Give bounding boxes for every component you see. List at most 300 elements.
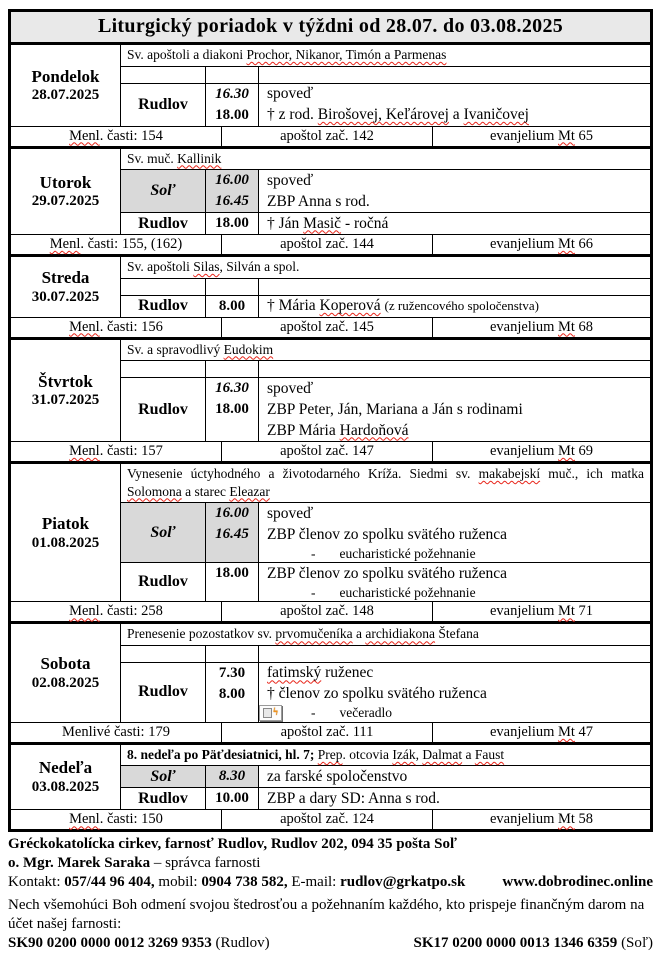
text-segment: † z rod. bbox=[267, 106, 318, 124]
text-segment: Sv. muč. bbox=[127, 150, 178, 166]
document-title: Liturgický poriadok v týždni od 28.07. do 03.08.2025 bbox=[11, 12, 650, 45]
text-segment: Mt bbox=[558, 811, 575, 828]
day-rows bbox=[121, 149, 650, 235]
service-cell-empty bbox=[259, 279, 650, 295]
day-date: 03.08.2025 bbox=[31, 778, 100, 795]
schedule-line bbox=[206, 584, 650, 601]
text-segment: Menl bbox=[69, 127, 100, 144]
text-segment: , Silván a spol. bbox=[219, 259, 300, 275]
place-cell-empty bbox=[121, 67, 206, 83]
place-cell: Rudlov bbox=[121, 563, 206, 601]
lightning-glyph: ϟ bbox=[272, 706, 279, 719]
parish-footer bbox=[8, 835, 653, 953]
schedule-line bbox=[206, 420, 650, 441]
service-text bbox=[267, 106, 529, 124]
text-segment: a starec bbox=[181, 483, 230, 499]
text-segment: ruženec bbox=[321, 664, 374, 682]
service-cell bbox=[259, 191, 650, 212]
service-text bbox=[340, 585, 476, 601]
service-text bbox=[267, 685, 487, 703]
text-segment: Masič bbox=[303, 214, 342, 232]
text-segment: muč., ich matka bbox=[540, 466, 644, 482]
apostol-cell bbox=[222, 235, 433, 254]
empty-row bbox=[121, 279, 650, 295]
schedule-line bbox=[206, 545, 650, 562]
schedule-line-empty bbox=[206, 67, 650, 83]
text-segment: . časti: 258 bbox=[99, 603, 163, 620]
lines bbox=[206, 279, 650, 295]
schedule-line bbox=[206, 705, 650, 722]
variable-parts-row bbox=[11, 722, 650, 742]
service-cell bbox=[259, 524, 650, 545]
service-cell bbox=[259, 170, 650, 191]
text-segment: evanjelium bbox=[489, 443, 558, 460]
time-cell: 18.00 bbox=[206, 105, 259, 126]
time-cell: 18.00 bbox=[206, 399, 259, 420]
empty-row bbox=[121, 361, 650, 377]
text-segment: Eudokim bbox=[223, 341, 274, 357]
menl-casti-cell bbox=[11, 442, 222, 461]
menl-casti-cell bbox=[11, 602, 222, 621]
liturgical-schedule-table bbox=[8, 9, 653, 832]
feast-title bbox=[121, 624, 650, 646]
service-cell bbox=[259, 563, 650, 584]
service-text bbox=[267, 193, 370, 211]
text-segment: (Soľ) bbox=[617, 935, 653, 952]
text-segment: (z ružencového spoločenstva) bbox=[384, 298, 540, 314]
day-name: Pondelok bbox=[31, 66, 100, 86]
text-segment: † Mária bbox=[267, 297, 320, 315]
day-name: Piatok bbox=[41, 513, 90, 533]
text-segment: SK90 0200 0000 0012 3269 9353 bbox=[8, 935, 212, 952]
variable-parts-row bbox=[11, 441, 650, 461]
service-text bbox=[267, 768, 407, 786]
text-segment: apoštol zač. 111 bbox=[280, 723, 374, 740]
day-label bbox=[11, 340, 121, 442]
apostol-cell bbox=[222, 810, 433, 829]
text-segment: apoštol zač. 145 bbox=[280, 318, 374, 335]
place-block-sol bbox=[121, 766, 650, 787]
service-text bbox=[267, 172, 313, 190]
text-segment: spoveď bbox=[267, 85, 314, 103]
day-name: Nedeľa bbox=[38, 758, 93, 778]
schedule-line bbox=[206, 684, 650, 705]
service-cell bbox=[259, 788, 650, 809]
website-link bbox=[502, 873, 653, 892]
feast-title bbox=[121, 464, 650, 503]
time-cell-empty bbox=[206, 279, 259, 295]
text-segment: Vynesenie úctyhodného a životodarného Kríža. Siedmi sv. bbox=[127, 466, 479, 482]
day-rows bbox=[121, 464, 650, 601]
day-rows bbox=[121, 45, 650, 126]
day-section-utorok bbox=[11, 149, 650, 258]
day-label bbox=[11, 257, 121, 317]
day-section-stvrtok bbox=[11, 340, 650, 465]
time-cell bbox=[206, 420, 259, 441]
schedule-line-empty bbox=[206, 646, 650, 662]
lines bbox=[206, 766, 650, 787]
text-segment: Mt bbox=[558, 236, 575, 253]
lines bbox=[206, 67, 650, 83]
service-text bbox=[340, 546, 476, 562]
text-segment: evanjelium bbox=[489, 318, 558, 335]
text-segment: Izák bbox=[392, 746, 416, 762]
schedule-line bbox=[206, 663, 650, 684]
place-cell-empty bbox=[121, 279, 206, 295]
schedule-line bbox=[206, 213, 650, 234]
service-cell-empty bbox=[259, 646, 650, 662]
text-segment: eucharistické požehnanie bbox=[339, 545, 476, 561]
time-cell: 16.00 bbox=[206, 170, 259, 191]
lines bbox=[206, 663, 650, 722]
text-segment: – správca farnosti bbox=[150, 855, 261, 872]
time-cell: 16.45 bbox=[206, 524, 259, 545]
variable-parts-row bbox=[11, 317, 650, 337]
evanjelium-cell bbox=[433, 319, 650, 336]
time-cell: 16.45 bbox=[206, 191, 259, 212]
text-segment: 47 bbox=[574, 723, 594, 740]
place-block-rudlov bbox=[121, 212, 650, 234]
time-cell-empty bbox=[206, 361, 259, 377]
text-segment: . časti: 150 bbox=[99, 811, 163, 828]
text-segment: večeradlo bbox=[339, 705, 392, 721]
service-text bbox=[267, 85, 313, 103]
place-block-rudlov bbox=[121, 662, 650, 722]
lines bbox=[206, 84, 650, 126]
menl-casti-cell bbox=[11, 235, 222, 254]
text-segment: 65 bbox=[574, 127, 594, 144]
schedule-line bbox=[206, 170, 650, 191]
day-name: Sobota bbox=[40, 654, 91, 674]
time-cell: 18.00 bbox=[206, 213, 259, 234]
place-block-rudlov bbox=[121, 562, 650, 601]
text-segment: rudlov@grkatpo.sk bbox=[340, 874, 466, 891]
service-cell bbox=[259, 213, 650, 234]
apostol-cell bbox=[222, 127, 433, 146]
text-segment: fatimský bbox=[267, 664, 322, 682]
schedule-line bbox=[206, 378, 650, 399]
lines bbox=[206, 296, 650, 317]
variable-parts-row bbox=[11, 601, 650, 621]
text-segment: . časti: 155, (162) bbox=[80, 236, 183, 253]
time-cell bbox=[206, 584, 259, 601]
service-cell bbox=[259, 84, 650, 105]
feast-title bbox=[121, 149, 650, 171]
text-segment: Gréckokatolícka cirkev, farnosť Rudlov, Rudlov 202, 094 35 pošta Soľ bbox=[8, 836, 458, 853]
schedule-line bbox=[206, 191, 650, 212]
text-segment: Mt bbox=[558, 127, 575, 144]
text-segment: eucharistické požehnanie bbox=[339, 584, 476, 600]
schedule-line bbox=[206, 563, 650, 584]
day-date: 29.07.2025 bbox=[31, 193, 100, 210]
lines bbox=[206, 646, 650, 662]
parish-priest-line bbox=[8, 854, 653, 873]
service-text bbox=[340, 705, 392, 721]
place-cell: Rudlov bbox=[121, 788, 206, 809]
text-segment: Kallinik bbox=[177, 150, 222, 166]
text-segment: Mt bbox=[558, 723, 575, 740]
iban-line bbox=[8, 934, 653, 953]
schedule-line bbox=[206, 524, 650, 545]
text-segment: Menl bbox=[69, 811, 100, 828]
text-segment: , bbox=[415, 746, 423, 762]
place-block-sol bbox=[121, 170, 650, 212]
day-label bbox=[11, 45, 121, 126]
place-cell: Soľ bbox=[121, 766, 206, 787]
text-segment: . časti: 156 bbox=[99, 318, 163, 335]
evanjelium-cell bbox=[433, 811, 650, 828]
day-date: 30.07.2025 bbox=[31, 288, 100, 305]
list-dash: - bbox=[311, 584, 316, 600]
text-segment: spoveď bbox=[267, 504, 314, 522]
service-cell bbox=[259, 420, 650, 441]
variable-parts-row bbox=[11, 126, 650, 146]
text-segment: a bbox=[462, 746, 475, 762]
text-segment: 69 bbox=[574, 443, 594, 460]
text-segment: SK17 0200 0000 0013 1346 6359 bbox=[413, 935, 618, 952]
time-cell bbox=[206, 545, 259, 562]
day-label bbox=[11, 464, 121, 601]
text-segment: Kontakt: bbox=[8, 874, 65, 891]
text-segment: Silas bbox=[193, 259, 220, 275]
text-segment: - ročná bbox=[341, 214, 389, 232]
text-segment: ZBP členov zo spolku svätého ruženca bbox=[267, 564, 508, 582]
text-segment: ZBP Mária bbox=[267, 421, 340, 439]
text-segment: ZBP Anna s rod. bbox=[267, 192, 370, 210]
day-section-sobota bbox=[11, 624, 650, 745]
evanjelium-cell bbox=[433, 603, 650, 620]
time-cell bbox=[206, 705, 259, 722]
time-cell: 16.30 bbox=[206, 84, 259, 105]
service-cell-empty bbox=[259, 361, 650, 377]
day-date: 01.08.2025 bbox=[31, 534, 100, 551]
service-text bbox=[267, 422, 409, 440]
text-segment: ZBP a dary SD: Anna s rod. bbox=[267, 789, 440, 807]
apostol-cell bbox=[222, 442, 433, 461]
text-segment: apoštol zač. 147 bbox=[280, 443, 374, 460]
text-segment: archidiakona bbox=[365, 626, 436, 642]
day-name: Utorok bbox=[39, 172, 92, 192]
schedule-line-empty bbox=[206, 361, 650, 377]
text-segment: Birošovej, Keľárovej bbox=[317, 106, 449, 124]
text-segment: (Rudlov) bbox=[211, 935, 270, 952]
service-cell bbox=[259, 545, 650, 562]
text-segment: . otcovia bbox=[342, 746, 393, 762]
service-text bbox=[267, 380, 313, 398]
place-cell-empty bbox=[121, 646, 206, 662]
menl-casti-cell bbox=[11, 810, 222, 829]
time-cell: 18.00 bbox=[206, 563, 259, 584]
text-segment: Menl bbox=[69, 443, 100, 460]
text-segment: Štefana bbox=[435, 626, 479, 642]
place-block-rudlov bbox=[121, 83, 650, 126]
time-cell: 10.00 bbox=[206, 788, 259, 809]
service-cell bbox=[259, 399, 650, 420]
text-segment: Faust bbox=[474, 746, 505, 762]
list-dash: - bbox=[311, 545, 316, 561]
text-segment: o. Mgr. Marek Saraka bbox=[8, 855, 151, 872]
service-cell bbox=[259, 105, 650, 126]
place-cell: Rudlov bbox=[121, 663, 206, 722]
text-segment: Koperová bbox=[319, 297, 381, 315]
service-text bbox=[267, 526, 507, 544]
evanjelium-cell bbox=[433, 236, 650, 253]
evanjelium-cell bbox=[433, 443, 650, 460]
text-segment: 8. nedeľa po Päťdesiatnici, hl. 7; bbox=[127, 746, 315, 762]
text-segment: www.dobrodinec.online bbox=[502, 874, 653, 891]
place-block-sol bbox=[121, 503, 650, 562]
text-segment: Prenesenie pozostatkov sv. bbox=[127, 626, 276, 642]
service-text bbox=[267, 297, 539, 315]
apostol-cell bbox=[222, 602, 433, 621]
text-segment: Nech všemohúci Boh odmení svojou štedrosťou a požehnaním každého, kto prispeje finančným darom na účet našej farnosti: bbox=[8, 897, 645, 933]
text-segment: 71 bbox=[574, 603, 594, 620]
day-name: Streda bbox=[41, 268, 90, 288]
lines bbox=[206, 213, 650, 234]
text-segment: Sv. apoštoli bbox=[127, 259, 194, 275]
days-root bbox=[11, 45, 650, 829]
text-segment: apoštol zač. 142 bbox=[280, 127, 374, 144]
service-cell bbox=[259, 378, 650, 399]
text-segment: E-mail: bbox=[287, 874, 341, 891]
lines bbox=[206, 563, 650, 601]
lines bbox=[206, 788, 650, 809]
text-segment: evanjelium bbox=[489, 127, 558, 144]
service-cell bbox=[259, 503, 650, 524]
text-segment: Dalmat bbox=[422, 746, 463, 762]
text-segment: apoštol zač. 148 bbox=[280, 603, 374, 620]
text-segment: † Ján bbox=[267, 214, 304, 232]
time-cell-empty bbox=[206, 67, 259, 83]
day-section-pondelok bbox=[11, 45, 650, 149]
schedule-line bbox=[206, 788, 650, 809]
evanjelium-cell bbox=[433, 724, 650, 741]
text-segment: Prep bbox=[317, 746, 343, 762]
lines bbox=[206, 361, 650, 377]
time-cell: 8.30 bbox=[206, 766, 259, 787]
schedule-line bbox=[206, 766, 650, 787]
text-segment: za farské spoločenstvo bbox=[267, 767, 408, 785]
text-segment: Mt bbox=[558, 603, 575, 620]
text-segment: prvomučeníka bbox=[275, 626, 353, 642]
day-label bbox=[11, 624, 121, 722]
service-cell-empty bbox=[259, 67, 650, 83]
text-segment: Menl bbox=[69, 603, 100, 620]
lines bbox=[206, 378, 650, 441]
schedule-line bbox=[206, 296, 650, 317]
iban-sol bbox=[414, 934, 653, 953]
service-text bbox=[267, 505, 313, 523]
place-cell-empty bbox=[121, 361, 206, 377]
service-cell bbox=[259, 584, 650, 601]
day-section-streda bbox=[11, 257, 650, 340]
text-segment: evanjelium bbox=[489, 603, 558, 620]
service-text bbox=[267, 215, 388, 233]
place-cell: Soľ bbox=[121, 503, 206, 562]
text-segment: Ivaničovej bbox=[463, 106, 529, 124]
text-segment: evanjelium bbox=[489, 236, 558, 253]
day-rows bbox=[121, 745, 650, 810]
time-cell: 16.00 bbox=[206, 503, 259, 524]
text-segment: mobil: bbox=[154, 874, 202, 891]
text-segment: . časti: 157 bbox=[99, 443, 163, 460]
place-cell: Soľ bbox=[121, 170, 206, 212]
schedule-line bbox=[206, 503, 650, 524]
place-cell: Rudlov bbox=[121, 213, 206, 234]
time-cell: 16.30 bbox=[206, 378, 259, 399]
day-date: 28.07.2025 bbox=[31, 87, 100, 104]
empty-row bbox=[121, 646, 650, 662]
text-segment: Menl bbox=[69, 318, 100, 335]
empty-row bbox=[121, 67, 650, 83]
service-text bbox=[267, 664, 373, 682]
day-name: Štvrtok bbox=[38, 371, 93, 391]
schedule-line bbox=[206, 399, 650, 420]
service-text bbox=[267, 401, 523, 419]
text-segment: Mt bbox=[558, 318, 575, 335]
text-segment: 057/44 96 404, bbox=[64, 874, 155, 891]
feast-title bbox=[121, 45, 650, 67]
clipboard-glyph bbox=[263, 708, 272, 718]
text-segment: makabejskí bbox=[478, 466, 541, 482]
place-cell: Rudlov bbox=[121, 296, 206, 317]
variable-parts-row bbox=[11, 234, 650, 254]
menl-casti-cell bbox=[11, 318, 222, 337]
lines bbox=[206, 170, 650, 212]
time-cell: 8.00 bbox=[206, 684, 259, 705]
text-segment: a bbox=[352, 626, 366, 642]
feast-title bbox=[121, 745, 650, 767]
text-segment: apoštol zač. 144 bbox=[280, 236, 374, 253]
parish-name-line bbox=[8, 835, 653, 854]
feast-title bbox=[121, 340, 650, 362]
menl-casti-cell bbox=[11, 723, 222, 742]
text-segment: Sv. a spravodlivý bbox=[127, 341, 224, 357]
day-date: 31.07.2025 bbox=[31, 392, 100, 409]
day-date: 02.08.2025 bbox=[31, 674, 100, 691]
day-rows bbox=[121, 624, 650, 722]
paste-options-icon[interactable] bbox=[259, 705, 282, 721]
variable-parts-row bbox=[11, 809, 650, 829]
text-segment: 58 bbox=[574, 811, 594, 828]
lines bbox=[206, 503, 650, 562]
schedule-line bbox=[206, 105, 650, 126]
text-segment: † členov zo spolku svätého ruženca bbox=[267, 685, 487, 703]
schedule-line bbox=[206, 84, 650, 105]
list-dash: - bbox=[311, 705, 316, 721]
text-segment: Eleazar bbox=[229, 483, 270, 499]
text-segment: evanjelium bbox=[489, 723, 558, 740]
text-segment: 68 bbox=[574, 318, 594, 335]
text-segment: spoveď bbox=[267, 171, 314, 189]
contact-details bbox=[8, 873, 465, 892]
service-cell bbox=[259, 663, 650, 684]
text-segment: Prochor, Nikanor, Timón a Parmenas bbox=[246, 47, 447, 62]
apostol-cell bbox=[222, 318, 433, 337]
text-segment: Hardoňová bbox=[339, 421, 409, 439]
place-cell: Rudlov bbox=[121, 84, 206, 126]
time-cell: 7.30 bbox=[206, 663, 259, 684]
text-segment: evanjelium bbox=[489, 811, 558, 828]
day-section-piatok bbox=[11, 464, 650, 624]
text-segment: Menlivé časti: 179 bbox=[62, 723, 170, 740]
text-segment: Sv. apoštoli a diakoni bbox=[127, 47, 247, 62]
evanjelium-cell bbox=[433, 128, 650, 145]
service-text bbox=[267, 565, 507, 583]
day-rows bbox=[121, 257, 650, 317]
place-cell: Rudlov bbox=[121, 378, 206, 441]
text-segment: Solomona bbox=[127, 483, 182, 499]
